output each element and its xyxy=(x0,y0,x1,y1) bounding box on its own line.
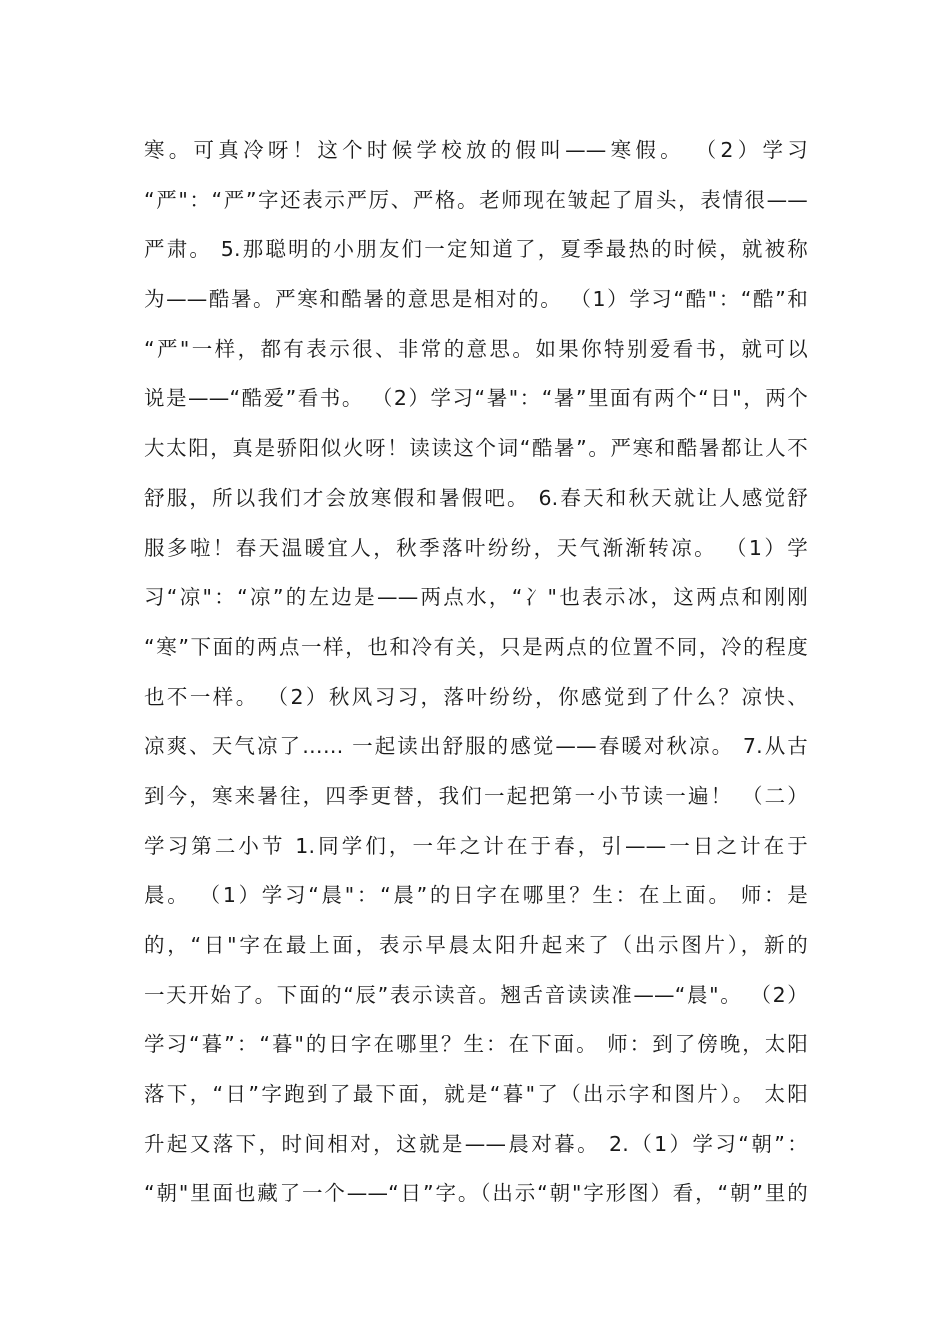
body-text xyxy=(144,126,808,1219)
text-line: 也不一样。 （2）秋风习习，落叶纷纷，你感觉到了什么？凉快、 xyxy=(144,684,808,709)
text-line: 说是——“酷爱”看书。 （2）学习“暑"：“暑”里面有两个“日"，两个 xyxy=(144,386,808,411)
text-line: 为——酷暑。严寒和酷暑的意思是相对的。 （1）学习“酷"：“酷”和 xyxy=(144,287,808,312)
text-line: 习“凉"：“凉”的左边是——两点水，“冫"也表示冰，这两点和刚刚 xyxy=(144,585,808,610)
text-line: 舒服，所以我们才会放寒假和暑假吧。 6.春天和秋天就让人感觉舒 xyxy=(144,485,808,510)
text-line: 学习第二小节 1.同学们，一年之计在于春，引——一日之计在于 xyxy=(144,833,808,858)
text-line: “寒”下面的两点一样，也和冷有关，只是两点的位置不同，冷的程度 xyxy=(144,634,808,659)
text-line: 寒。可真冷呀！这个时候学校放的假叫——寒假。 （2）学习 xyxy=(144,138,808,162)
text-line: “严"一样，都有表示很、非常的意思。如果你特别爱看书，就可以 xyxy=(144,336,808,361)
text-line: 大太阳，真是骄阳似火呀！读读这个词“酷暑”。严寒和酷暑都让人不 xyxy=(144,436,808,461)
text-line: 晨。 （1）学习“晨"：“晨”的日字在哪里？生：在上面。 师：是 xyxy=(144,883,808,908)
text-line: 到今，寒来暑往，四季更替，我们一起把第一小节读一遍！ （二） xyxy=(144,783,808,808)
text-line: 服多啦！春天温暖宜人，秋季落叶纷纷，天气渐渐转凉。 （1）学 xyxy=(144,535,808,560)
text-line: 学习“暮”：“暮"的日字在哪里？生：在下面。 师：到了傍晚，太阳 xyxy=(144,1032,808,1057)
text-line: 一天开始了。下面的“辰”表示读音。翘舌音读读准——“晨"。 （2） xyxy=(144,982,808,1007)
text-line: 落下，“日”字跑到了最下面，就是“暮"了（出示字和图片）。 太阳 xyxy=(144,1082,808,1107)
text-line: “朝"里面也藏了一个——“日”字。（出示“朝"字形图）看，“朝”里的 xyxy=(144,1181,808,1206)
text-line: 严肃。 5.那聪明的小朋友们一定知道了，夏季最热的时候，就被称 xyxy=(144,237,808,262)
text-line: “严"：“严”字还表示严厉、严格。老师现在皱起了眉头，表情很—— xyxy=(144,187,808,212)
text-line: 的，“日"字在最上面，表示早晨太阳升起来了（出示图片），新的 xyxy=(144,933,808,957)
text-line: 凉爽、天气凉了…… 一起读出舒服的感觉——春暖对秋凉。 7.从古 xyxy=(144,734,808,759)
text-line: 升起又落下，时间相对，这就是——晨对暮。 2.（1）学习“朝”： xyxy=(144,1131,808,1156)
